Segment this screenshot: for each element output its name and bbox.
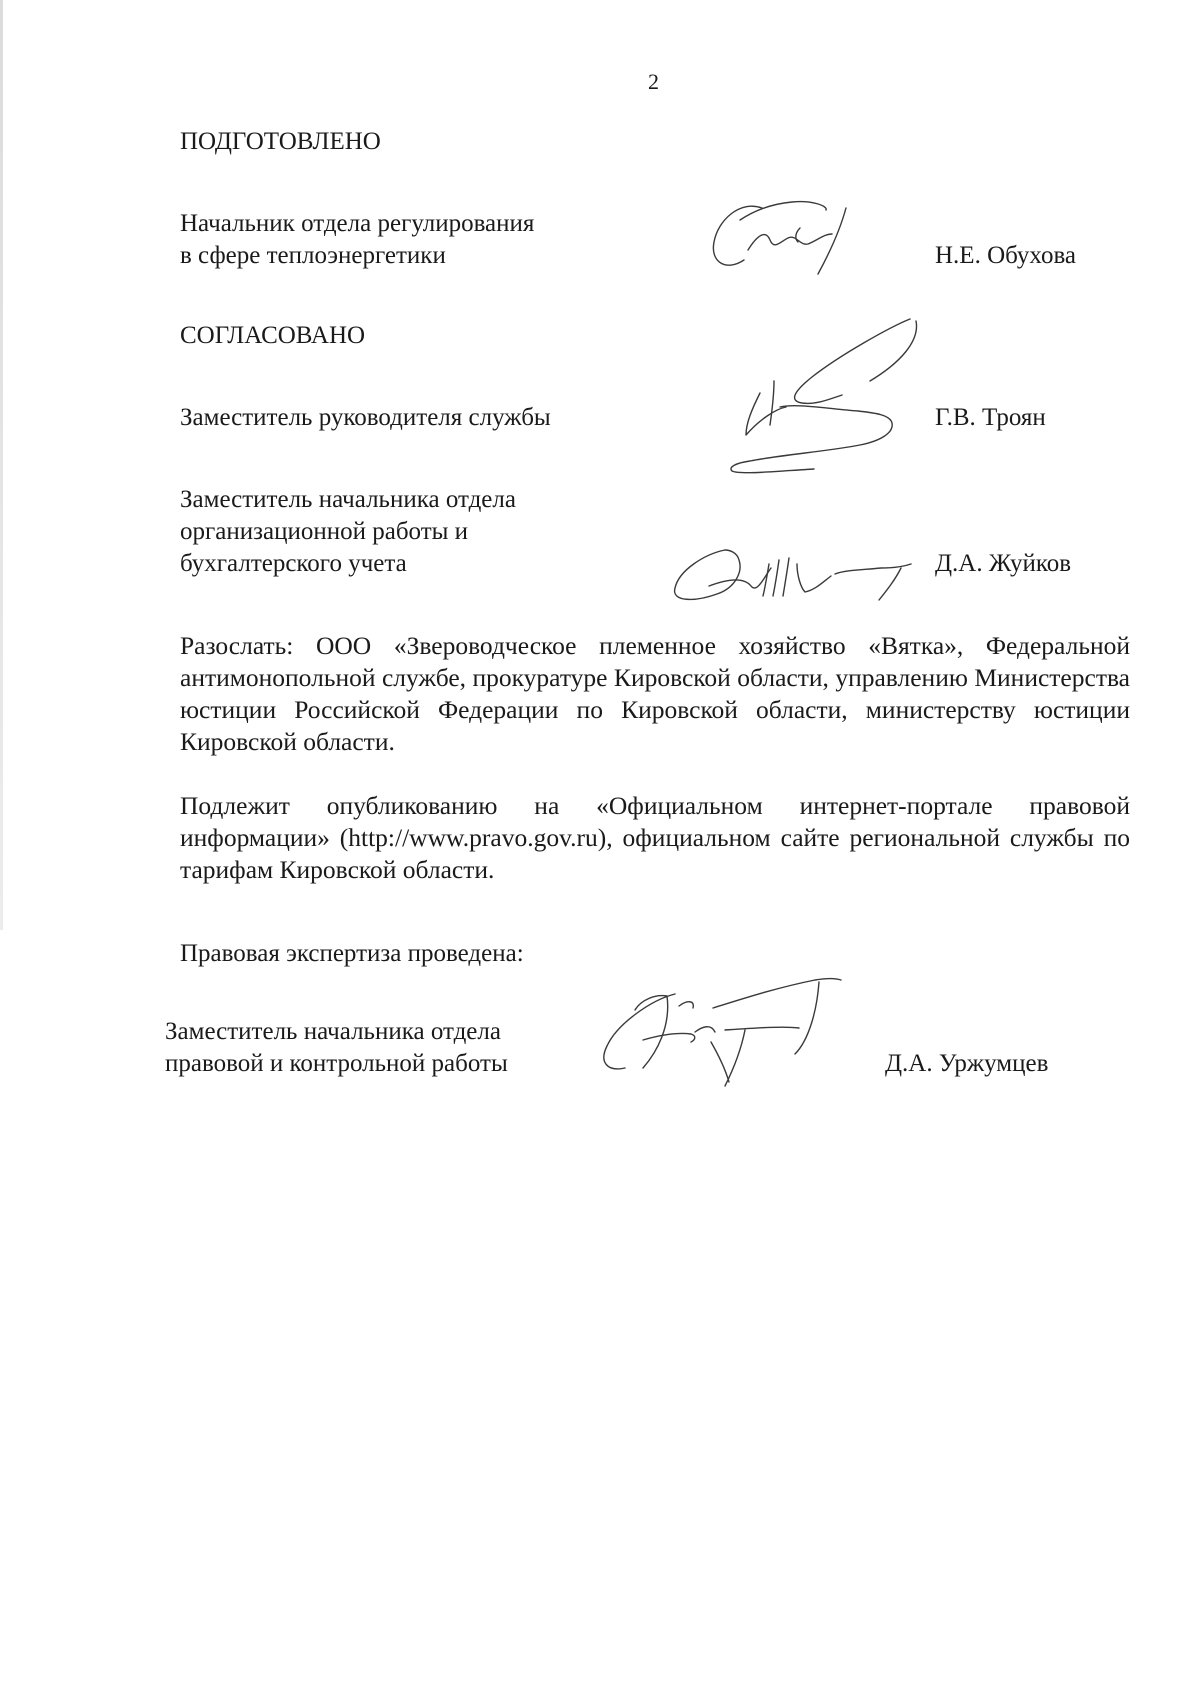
page-number: 2 xyxy=(648,69,659,94)
legal-review-heading: Правовая экспертиза проведена: xyxy=(180,940,524,967)
signature-zhuykov xyxy=(665,530,925,610)
agreed-signer2-position-line2: организационной работы и xyxy=(180,518,469,545)
signature-troyan xyxy=(720,315,940,480)
agreed-heading: СОГЛАСОВАНО xyxy=(180,322,366,349)
agreed-signer2-position-line3: бухгалтерского учета xyxy=(180,550,407,577)
legal-review-position-line2: правовой и контрольной работы xyxy=(165,1050,508,1077)
publication-paragraph: Подлежит опубликованию на «Официальном интернет-портале правовой информации» (http://www.pravo.gov.ru), официальном сайте региональной службы по тарифам Кировской области. xyxy=(180,791,1130,884)
prepared-heading: ПОДГОТОВЛЕНО xyxy=(180,128,381,155)
distribution-paragraph: Разослать: ООО «Звероводческое племенное хозяйство «Вятка», Федеральной антимонопольной службе, прокуратуре Кировской области, управлению Министерства юстиции Российской Федерации по Кировской области, министерству юстиции Кировской области. xyxy=(180,631,1130,756)
agreed-signer2-name: Д.А. Жуйков xyxy=(935,550,1072,577)
legal-review-position-line1: Заместитель начальника отдела xyxy=(165,1018,501,1045)
signature-urzhumtsev xyxy=(595,970,855,1090)
prepared-position-line2: в сфере теплоэнергетики xyxy=(180,242,446,269)
agreed-signer1-position: Заместитель руководителя службы xyxy=(180,404,551,431)
agreed-signer1-name: Г.В. Троян xyxy=(935,404,1046,431)
signature-obukhova xyxy=(700,190,890,285)
legal-review-signer-name: Д.А. Уржумцев xyxy=(885,1050,1049,1077)
prepared-signer-name: Н.Е. Обухова xyxy=(935,242,1077,269)
agreed-signer2-position-line1: Заместитель начальника отдела xyxy=(180,486,516,513)
prepared-position-line1: Начальник отдела регулирования xyxy=(180,210,535,237)
scan-edge xyxy=(0,0,3,930)
